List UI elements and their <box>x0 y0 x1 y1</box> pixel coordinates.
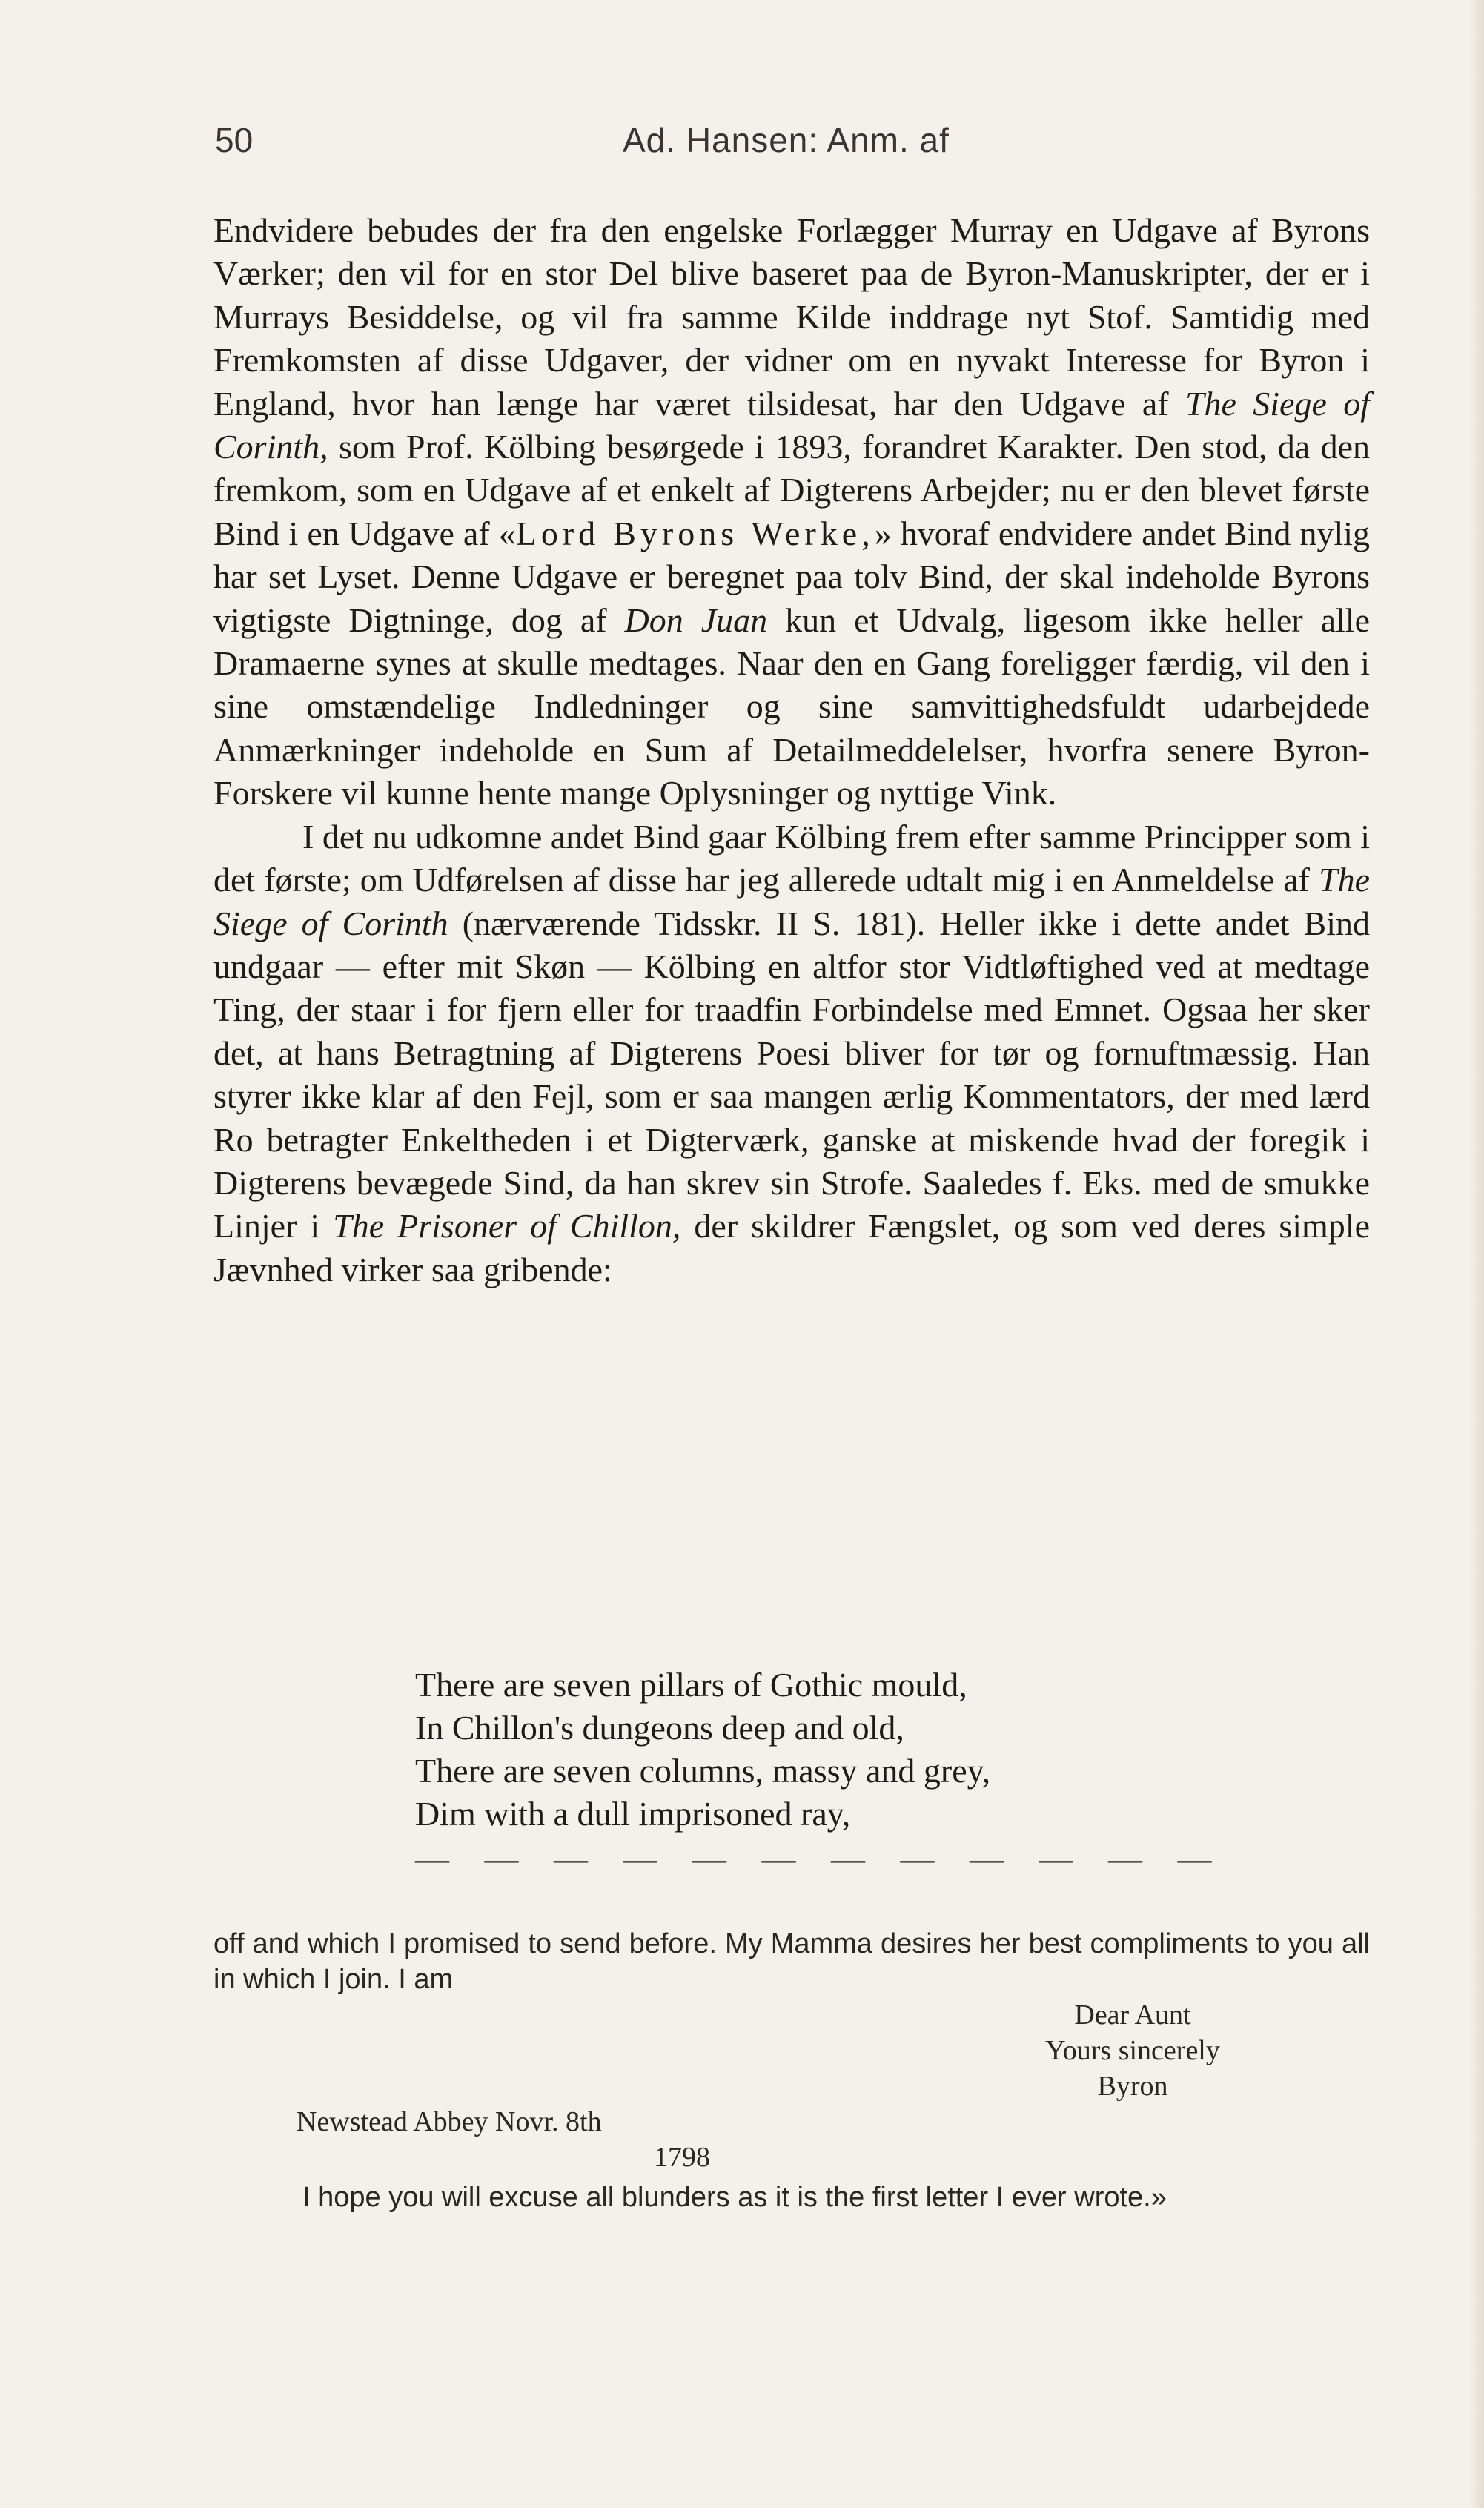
letter-place-date: Newstead Abbey Novr. 8th <box>297 2106 602 2137</box>
page-number: 50 <box>215 121 254 159</box>
letter-salutation: Dear Aunt <box>1074 1999 1191 2031</box>
spaced-title: Lord Byrons Werke, <box>515 514 875 552</box>
text-run: (nærværende Tidsskr. II S. 181). Heller ikke i dette andet Bind undgaar — efter mit Skøn — Kölbing en altfor stor Vidtløftighed ved at medtage Ting, der staar i for fjern eller for traadfin Forbindelse med Emnet. Ogsaa her sker det, at hans Betragtning af Digterens Poesi bliver for tør og fornuftmæssig. Han styrer ikke klar af den Fejl, som er saa mangen ærlig Kommentators, der med lærd Ro betragter Enkeltheden i et Digterværk, ganske at miskende hvad der foregik i Digterens bevægede Sind, da han skrev sin Strofe. Saaledes f. Eks. med de smukke Linjer i <box>213 904 1370 1245</box>
letter-valediction: Yours sincerely <box>1045 2035 1220 2066</box>
paragraph-2 <box>213 815 1370 1291</box>
body-text <box>213 209 1370 1291</box>
letter-text: off and which I promised to send before. My Mamma desires her best compliments to you all in which I join. I am <box>213 1928 1370 1995</box>
running-title: Ad. Hansen: Anm. af <box>623 121 950 159</box>
running-head <box>215 120 956 172</box>
letter-excerpt <box>213 1926 1370 2215</box>
verse-line: There are seven columns, massy and grey, <box>415 1752 991 1790</box>
text-run: Endvidere bebudes der fra den engelske Forlægger Murray en Udgave af Byrons Værker; den vil for en stor Del blive baseret paa de Byron-Manuskripter, der er i Murrays Besiddelse, og vil fra samme Kilde inddrage nyt Stof. Samtidig med Fremkomsten af disse Udgaver, der vidner om en nyvakt Interesse for Byron i England, hvor han længe har været tilsidesat, har den Udgave af <box>213 211 1370 423</box>
italic-title: The Siege of Corinth, <box>213 384 1370 466</box>
letter-year: 1798 <box>654 2142 710 2173</box>
text-run: kun et Udvalg, ligesom ikke heller alle Dramaerne synes at skulle medtages. Naar den en Gang foreligger færdig, vil den i sine omstændelige Indledninger og sine samvittighedsfuldt udarbejdede Anmærkninger indeholde en Sum af Detailmeddelelser, hvorfra senere Byron-Forskere vil kunne hente mange Oplysninger og nyttige Vink. <box>213 600 1370 813</box>
letter-signature: Byron <box>1097 2071 1168 2102</box>
text-run: » hvoraf endvidere andet Bind nylig har set Lyset. Denne Udgave er beregnet paa tolv Bind, der skal indeholde Byrons vigtigste Digtninge, dog af <box>213 514 1371 639</box>
paragraph-1 <box>213 209 1370 815</box>
italic-title: Don Juan <box>624 600 768 639</box>
letter-postscript: I hope you will excuse all blunders as it is the first letter I ever wrote.» <box>302 2182 1167 2213</box>
text-run: som Prof. Kölbing besørgede i 1893, forandret Karakter. Den stod, da den fremkom, som en Udgave af et enkelt af Digterens Arbejder; nu er den blevet første Bind i en Udgave af « <box>213 428 1370 552</box>
text-run: I det nu udkomne andet Bind gaar Kölbing frem efter samme Principper som i det første; om Udførelsen af disse har jeg allerede udtalt mig i en Anmeldelse af <box>213 817 1370 899</box>
ellipsis-dashes: — — — — — — — — — — — — <box>415 1839 1225 1877</box>
page-edge-shadow <box>1471 0 1484 2508</box>
text-run: der skildrer Fængslet, og som ved deres simple Jævnhed virker saa gribende: <box>213 1207 1370 1288</box>
verse-line: Dim with a dull imprisoned ray, <box>415 1795 851 1833</box>
italic-title: The Siege of Corinth <box>213 861 1370 942</box>
verse-line: In Chillon's dungeons deep and old, <box>415 1709 904 1747</box>
verse-line: There are seven pillars of Gothic mould, <box>415 1666 967 1704</box>
verse-quotation <box>415 1664 1230 1880</box>
italic-title: The Prisoner of Chillon, <box>333 1207 681 1245</box>
